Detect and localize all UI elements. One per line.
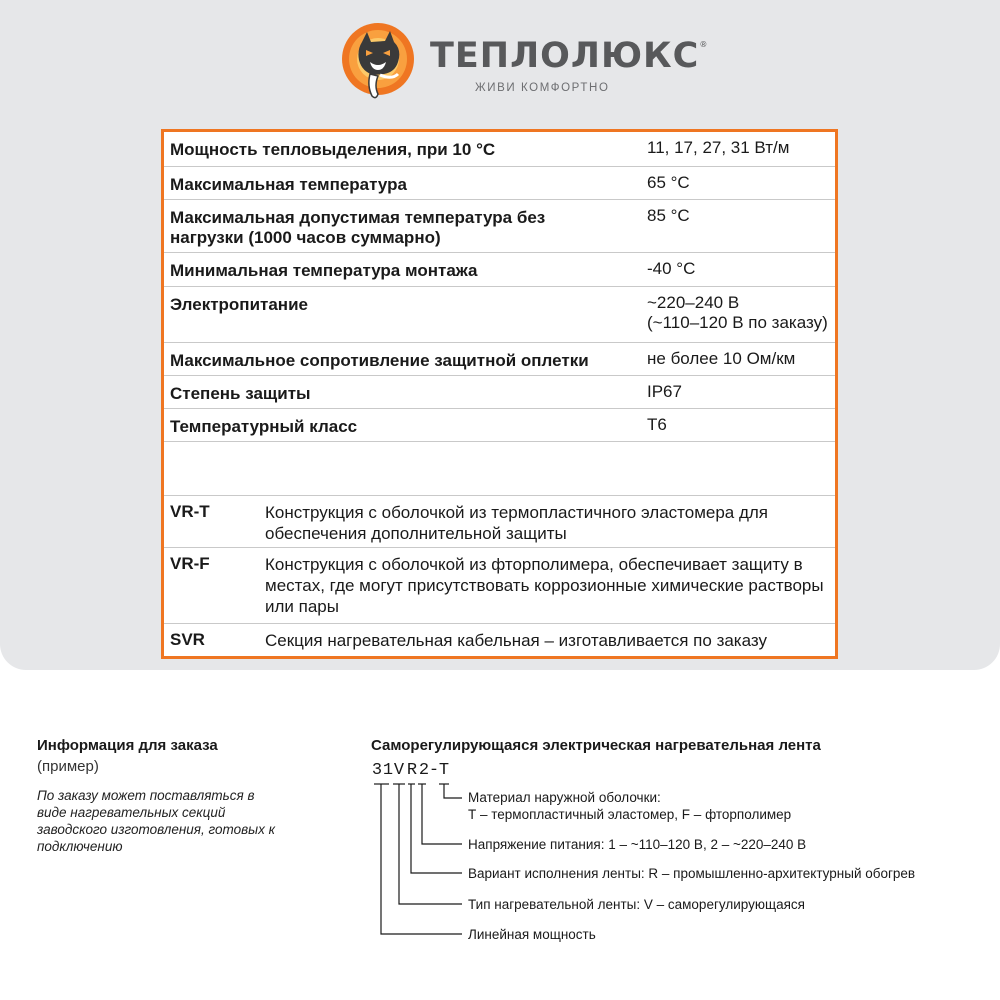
- order-title: Информация для заказа: [37, 737, 218, 754]
- spec-value: IP67: [647, 382, 682, 401]
- spec-value: ~220–240 В (~110–120 В по заказу): [647, 293, 828, 332]
- code-char: -: [428, 761, 440, 780]
- legend-item-variant: Вариант исполнения ленты: R – промышленно-архитектурный обогрев: [468, 866, 916, 881]
- spec-value: 85 °C: [647, 206, 690, 225]
- spec-table: [161, 129, 838, 659]
- spec-label: Температурный класс: [170, 417, 358, 436]
- legend-text: Материал наружной оболочки:: [468, 790, 661, 805]
- type-code: SVR: [170, 630, 205, 649]
- code-char: 3: [371, 761, 383, 780]
- code-char: 1: [382, 761, 394, 780]
- spec-value: 11, 17, 27, 31 Вт/м: [647, 138, 790, 157]
- type-row: [164, 548, 835, 624]
- brand-logo: [340, 20, 709, 102]
- spec-row: [164, 409, 835, 442]
- spec-label: Максимальная допустимая температура без нагрузки (1000 часов суммарно): [170, 208, 546, 247]
- spec-value: не более 10 Ом/км: [647, 349, 796, 368]
- spec-label: Степень защиты: [170, 384, 311, 403]
- table-spacer: [164, 442, 835, 496]
- type-description: Конструкция с оболочкой из термопластичного эластомера для обеспечения дополнительной защиты: [265, 503, 769, 543]
- product-code: [371, 760, 451, 786]
- legend-item-voltage: Напряжение питания: 1 – ~110–120 В, 2 – ~220–240 В: [468, 837, 807, 852]
- spec-label: Максимальное сопротивление защитной оплетки: [170, 351, 589, 370]
- legend-item-type: Тип нагревательной ленты: V – саморегулирующаяся: [468, 897, 805, 912]
- spec-value: 65 °C: [647, 173, 690, 192]
- spec-value: T6: [647, 415, 667, 434]
- spec-row: [164, 376, 835, 409]
- type-code: VR-T: [170, 502, 210, 521]
- cat-emblem-icon: [340, 20, 420, 102]
- spec-label: Мощность тепловыделения, при 10 °C: [170, 140, 496, 159]
- spec-row: [164, 200, 835, 253]
- spec-row: [164, 167, 835, 200]
- brand-slogan: ЖИВИ КОМФОРТНО: [475, 82, 610, 94]
- spec-row: [164, 253, 835, 287]
- legend-item-material: [468, 789, 791, 823]
- spec-row: [164, 132, 835, 167]
- spec-label: Максимальная температура: [170, 175, 407, 194]
- order-note: По заказу может поставляться в виде нагревательных секций заводского изготовления, готовых к подключению: [37, 788, 275, 854]
- spec-label: Электропитание: [170, 295, 308, 314]
- spec-value: -40 °C: [647, 259, 696, 278]
- code-title: Саморегулирующаяся электрическая нагревательная лента: [371, 737, 821, 754]
- type-code: VR-F: [170, 554, 210, 573]
- type-description: Секция нагревательная кабельная – изготавливается по заказу: [265, 631, 767, 650]
- code-char: V: [393, 761, 405, 780]
- legend-text: Т – термопластичный эластомер, F – фторполимер: [468, 807, 792, 822]
- code-char: R: [406, 761, 418, 780]
- type-description: Конструкция с оболочкой из фторполимера, обеспечивает защиту в местах, где могут присутствовать коррозионные химические растворы или пары: [265, 555, 824, 616]
- type-row: [164, 624, 835, 656]
- order-subtitle: (пример): [37, 758, 99, 775]
- code-char: 2: [418, 761, 430, 780]
- spec-label: Минимальная температура монтажа: [170, 261, 478, 280]
- spec-row: [164, 343, 835, 376]
- brand-name: ТЕПЛОЛЮКС®: [430, 36, 709, 76]
- code-char: T: [438, 761, 450, 780]
- type-row: [164, 496, 835, 548]
- legend-item-power: Линейная мощность: [468, 927, 596, 942]
- spec-row: [164, 287, 835, 343]
